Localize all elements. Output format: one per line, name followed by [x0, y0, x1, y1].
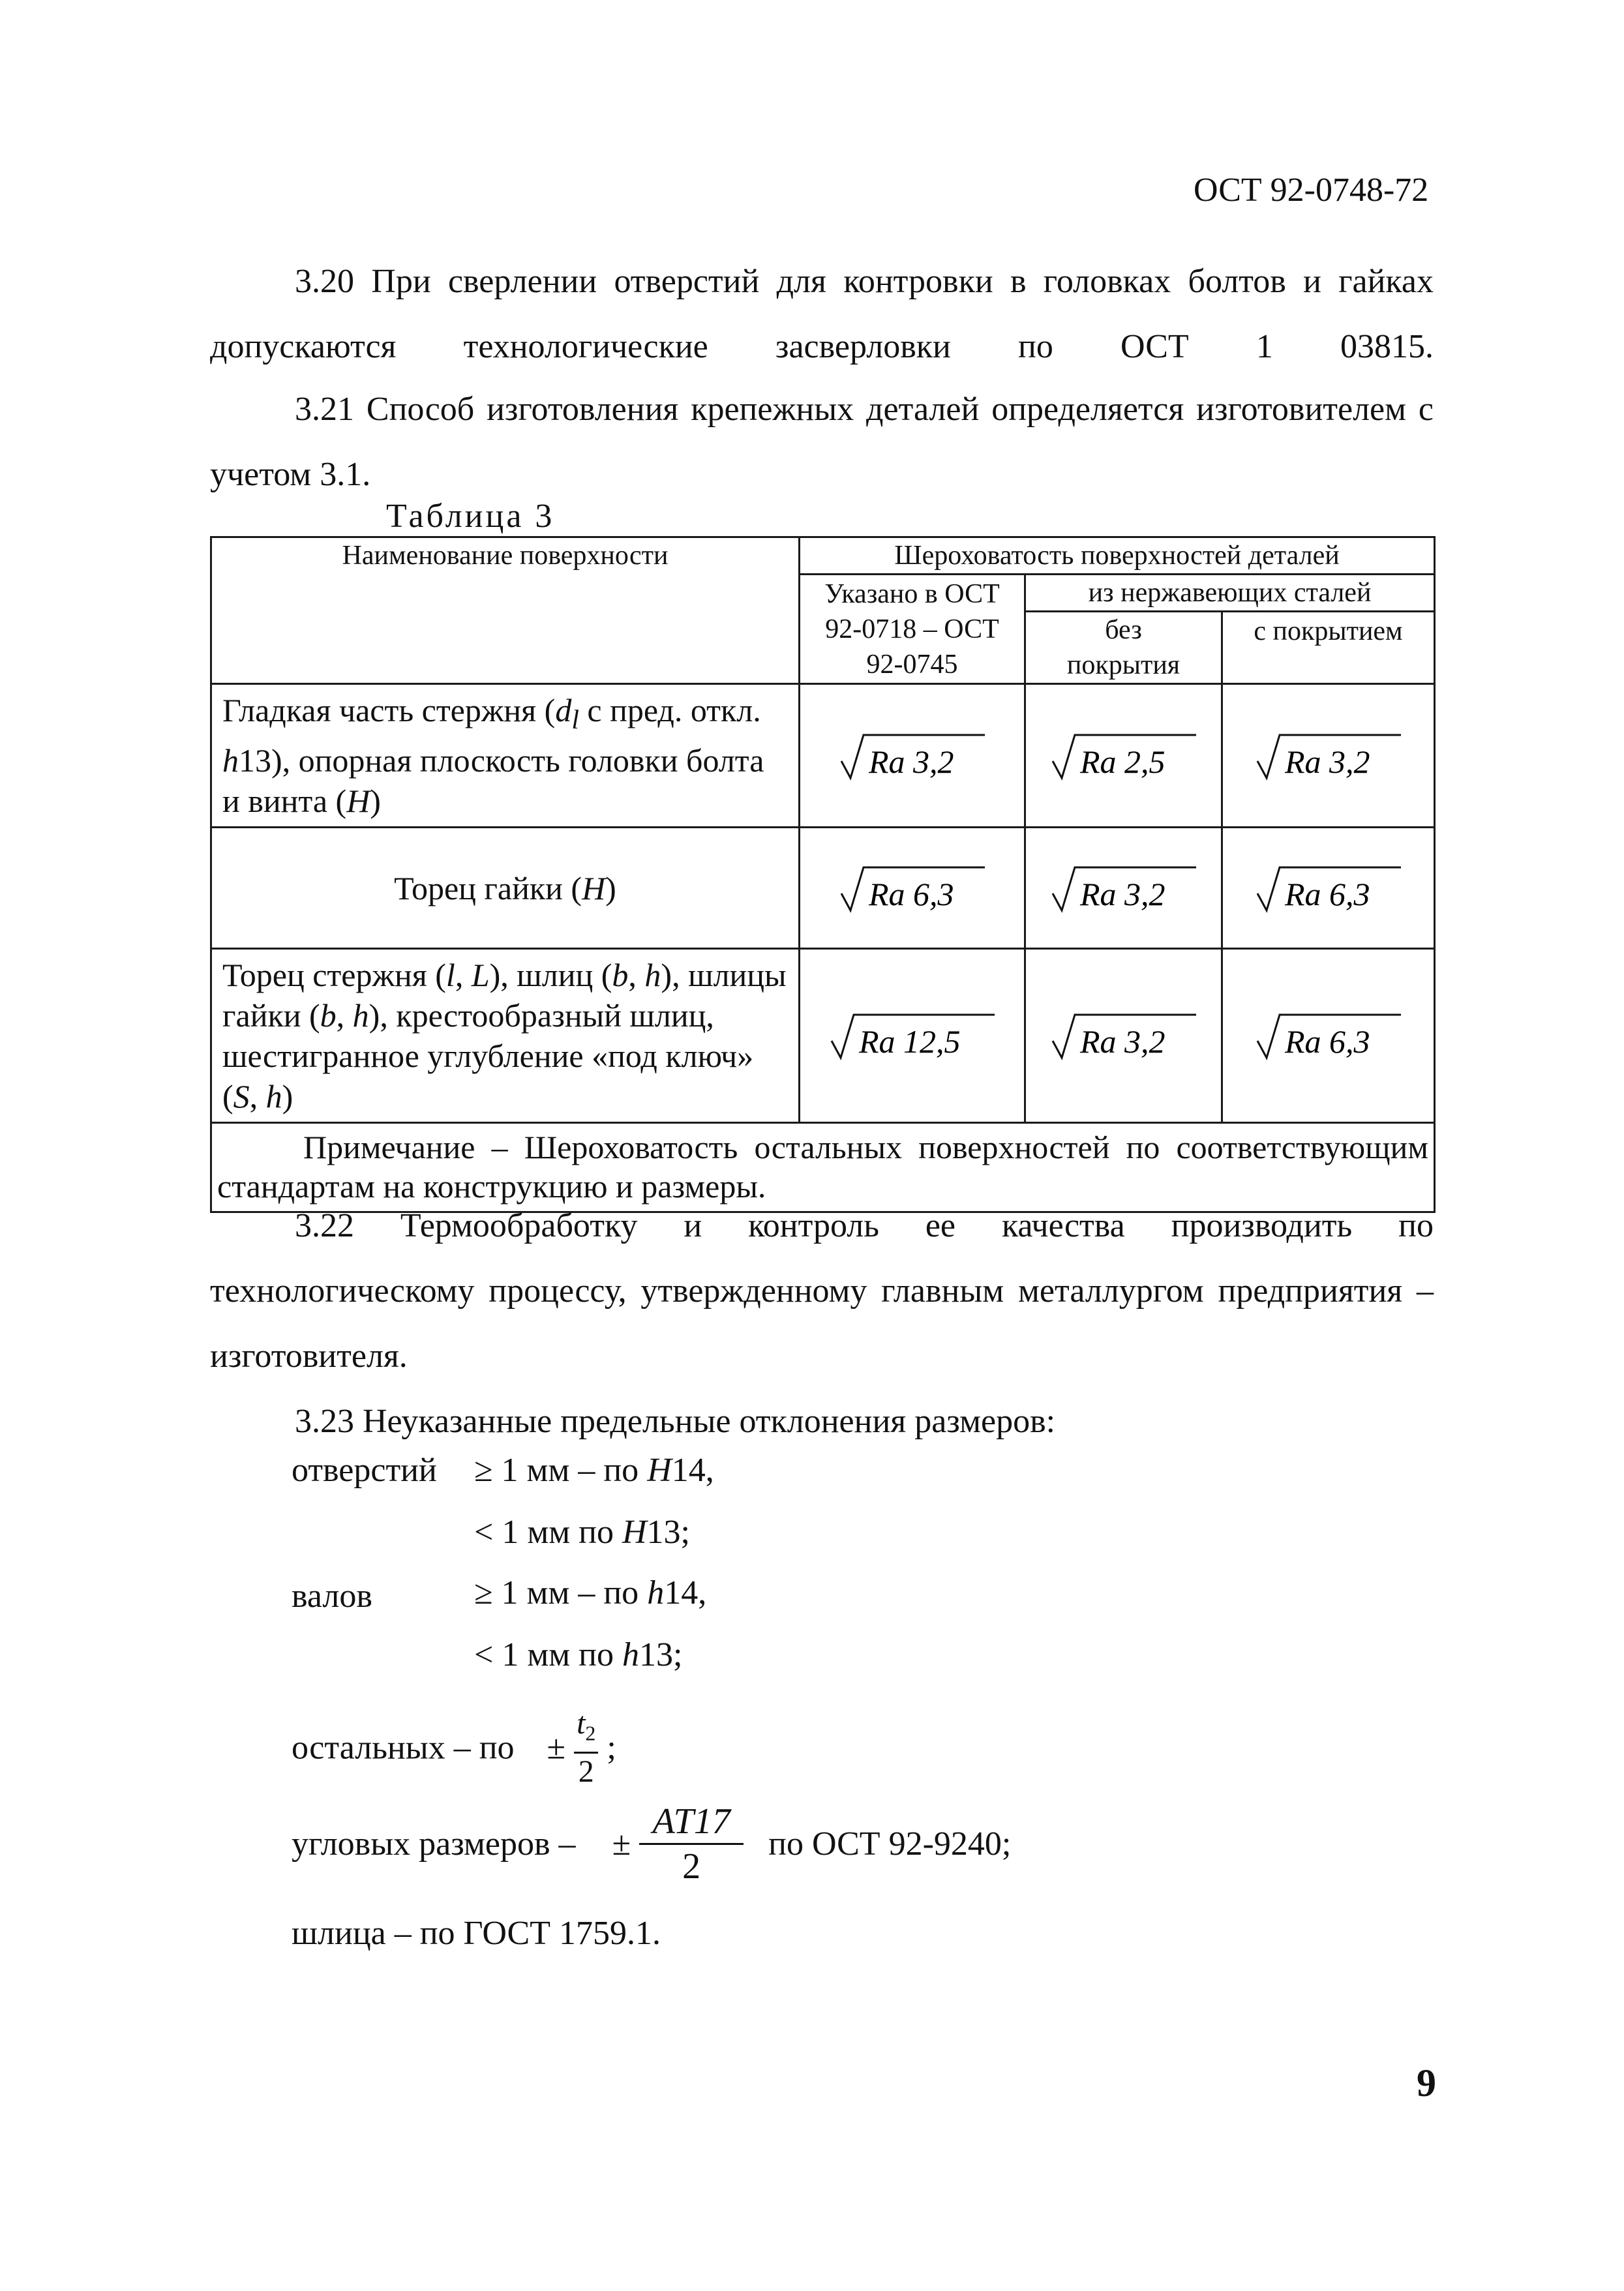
- surface-roughness-icon: [1254, 730, 1404, 782]
- holes-tolerance-ge: ≥ 1 мм – по H14,: [474, 1452, 714, 1489]
- holes-label: отверстий: [292, 1452, 437, 1489]
- surface-cell: Торец стержня (l, L), шлиц (b, h), шлицы гайки (b, h), крестообразный шлиц, шестигранное углубление «под ключ» (S, h): [211, 949, 800, 1123]
- paragraph-3-20: 3.20 При сверлении отверстий для контровки в головках болтов и гайках допускаются технологические засверловки по ОСТ 1 03815.: [210, 263, 1434, 365]
- shafts-tolerance-lt: < 1 мм по h13;: [474, 1636, 683, 1673]
- roughness-cell: [1025, 684, 1222, 828]
- surface-roughness-icon: [1049, 1010, 1199, 1062]
- shafts-label: валов: [292, 1578, 372, 1615]
- header-with-coating: с покрытием: [1222, 612, 1435, 684]
- surface-cell: Торец гайки (H): [211, 828, 800, 949]
- svg-text:Ra 3,2: Ra 3,2: [1079, 1023, 1165, 1060]
- roughness-cell: [1025, 828, 1222, 949]
- table-note: Примечание – Шероховатость остальных поверхностей по соответствующим стандартам на конструкцию и размеры.: [211, 1123, 1435, 1212]
- svg-text:Ra 3,2: Ra 3,2: [1284, 743, 1370, 780]
- paragraph-3-23-title: 3.23 Неуказанные предельные отклонения размеров:: [295, 1403, 1056, 1440]
- surface-roughness-icon: [1254, 1010, 1404, 1062]
- table-row: [211, 828, 1435, 949]
- svg-text:Ra 6,3: Ra 6,3: [1284, 1023, 1370, 1060]
- surface-cell: Гладкая часть стержня ($d_l$ с пред. откл. h13), опорная плоскость головки болта и винта (H): [211, 684, 800, 828]
- svg-text:Ra 12,5: Ra 12,5: [858, 1023, 961, 1060]
- surface-roughness-icon: [1049, 862, 1199, 914]
- svg-text:Ra 6,3: Ra 6,3: [1284, 875, 1370, 912]
- roughness-table: [210, 536, 1436, 1213]
- paragraph-3-21: 3.21 Способ изготовления крепежных деталей определяется изготовителем с учетом 3.1.: [210, 391, 1434, 493]
- header-surface-name: Наименование поверхности: [211, 537, 800, 684]
- roughness-cell: [1222, 684, 1435, 828]
- document-number: ОСТ 92-0748-72: [1194, 172, 1429, 209]
- shafts-tolerance-ge: ≥ 1 мм – по h14,: [474, 1574, 707, 1611]
- header-roughness: Шероховатость поверхностей деталей: [800, 537, 1435, 575]
- table-caption: Таблица 3: [386, 498, 555, 535]
- roughness-cell: [800, 684, 1025, 828]
- roughness-cell: [1222, 949, 1435, 1123]
- svg-text:Ra 2,5: Ra 2,5: [1079, 743, 1165, 780]
- other-fraction: $\frac{t_2}{2}$: [574, 1705, 598, 1790]
- angular-dimensions-line: угловых размеров – ± $\frac{AT17}{2}$ по ОСТ 92-9240;: [292, 1801, 1012, 1887]
- header-stainless-steels: из нержавеющих сталей: [1025, 575, 1435, 612]
- surface-roughness-icon: [1049, 730, 1199, 782]
- roughness-cell: [800, 949, 1025, 1123]
- roughness-cell: [1222, 828, 1435, 949]
- holes-tolerance-lt: < 1 мм по H13;: [474, 1514, 690, 1551]
- roughness-cell: [1025, 949, 1222, 1123]
- surface-roughness-icon: [828, 1010, 997, 1062]
- svg-text:Ra 3,2: Ra 3,2: [1079, 875, 1165, 912]
- table-row: [211, 949, 1435, 1123]
- paragraph-3-22: 3.22 Термообработку и контроль ее качества производить по технологическому процессу, утвержденному главным металлургом предприятия – изготовителя.: [210, 1207, 1434, 1375]
- header-specified-in-ost: Указано в ОСТ 92-0718 – ОСТ 92-0745: [800, 575, 1025, 684]
- svg-text:Ra 6,3: Ra 6,3: [868, 875, 954, 912]
- surface-roughness-icon: [1254, 862, 1404, 914]
- header-without-coating: без покрытия: [1025, 612, 1222, 684]
- page-number: 9: [1417, 2061, 1436, 2104]
- other-dimensions-line: остальных – по ± $\frac{t_2}{2}$ ;: [292, 1706, 616, 1789]
- roughness-cell: [800, 828, 1025, 949]
- spline-line: шлица – по ГОСТ 1759.1.: [292, 1915, 661, 1952]
- surface-roughness-icon: [837, 862, 987, 914]
- svg-text:Ra 3,2: Ra 3,2: [868, 743, 954, 780]
- table-row: [211, 684, 1435, 828]
- angular-fraction: $\frac{AT17}{2}$: [639, 1800, 744, 1888]
- surface-roughness-icon: [837, 730, 987, 782]
